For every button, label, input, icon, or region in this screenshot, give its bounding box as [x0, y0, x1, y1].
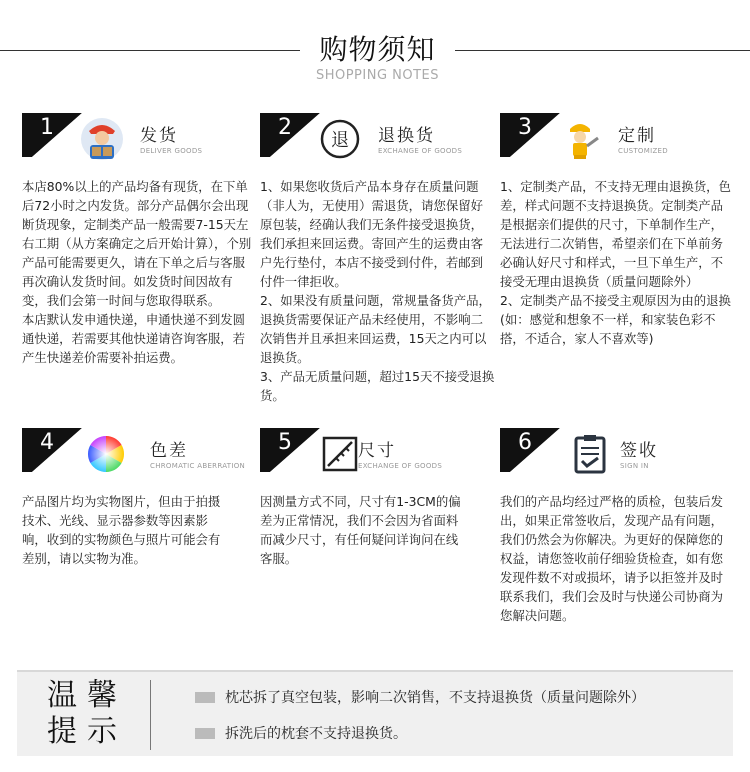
card-subtitle: DELIVER GOODS — [140, 147, 203, 155]
card-title: 色差 — [150, 441, 188, 461]
card-paragraph: 我们的产品均经过严格的质检，包装后发出，如果正常签收后，发现产品有问题，我们仍然会为你解决。为更好的保障您的权益，请您签收前仔细验货检查，如有您发现件数不对或损坏，请予以拒签并及时联系我们，我们会及时与快递公司协商为您解决问题。 — [500, 494, 724, 623]
warm-tips-line2: 提示 — [47, 714, 127, 749]
page-title: 购物须知 — [319, 33, 436, 66]
card-paragraph: 1、定制类产品，不支持无理由退换货，色差，样式问题不支持退换货。定制类产品是根据亲们提供的尺寸，下单制作生产，无法进行二次销售，希望亲们在下单前务必确认好尺寸和样式，一旦下单生产，不接受无理由退换货（质量问题除外） — [500, 179, 731, 289]
color-wheel-icon — [84, 432, 128, 476]
card-title: 退换货 — [378, 126, 435, 146]
card-paragraph: 1、如果您收货后产品本身存在质量问题（非人为，无使用）需退货，请您保留好原包装，经确认我们无条件接受退换货，我们承担来回运费。寄回产生的运费由客户先行垫付，本店不接受到付件，若邮到付件一律拒收。 — [260, 179, 484, 289]
card-body — [260, 492, 465, 568]
page-subtitle: SHOPPING NOTES — [315, 68, 440, 83]
card-title: 签收 — [620, 441, 658, 461]
card-body — [22, 492, 232, 568]
delivery-worker-icon — [80, 117, 124, 161]
card-paragraph: 2、如果没有质量问题，常规量备货产品，退换货需要保证产品未经使用，不影响二次销售并且承担来回运费，15天之内可以退换货。 — [260, 293, 491, 365]
card-paragraph: 3、产品无质量问题，超过15天不接受退换货。 — [260, 369, 495, 403]
card-subtitle: CUSTOMIZED — [618, 147, 668, 155]
card-subtitle: EXCHANGE OF GOODS — [378, 147, 463, 155]
card-paragraph: 因测量方式不同，尺寸有1-3CM的偏差为正常情况，我们不会因为省面料而减少尺寸，有任何疑问详询问在线客服。 — [260, 494, 461, 566]
card-paragraph: 本店80%以上的产品均备有现货，在下单后72小时之内发货。部分产品偶尔会出现断货现象，定制类产品一般需要7-15天左右工期（从方案确定之后开始计算），个别产品可能需要更久，请在下单之后与客服再次确认发货时间。如发货时间因故有变，我们会第一时间与您取得联系。 — [22, 179, 252, 308]
warm-tips-heading — [27, 678, 147, 750]
card-paragraph: 产品图片均为实物图片，但由于拍摄技术、光线、显示器参数等因素影响，收到的实物颜色与照片可能会有差别，请以实物为准。 — [22, 494, 221, 566]
warm-tip-text: 枕芯拆了真空包装，影响二次销售，不支持退换货（质量问题除外） — [225, 690, 645, 706]
bullet-icon — [195, 728, 215, 739]
bullet-icon — [195, 692, 215, 703]
card-number: 4 — [40, 430, 54, 455]
card-number: 1 — [40, 115, 54, 140]
construction-worker-icon — [558, 117, 602, 161]
card-subtitle: CHROMATIC ABERRATION — [150, 462, 246, 470]
card-body — [22, 177, 257, 367]
header-divider-right — [455, 50, 750, 51]
warm-tip-text: 拆洗后的枕套不支持退换货。 — [225, 726, 407, 742]
number-badge — [22, 428, 92, 476]
card-title: 尺寸 — [358, 441, 396, 461]
card-title: 定制 — [618, 126, 656, 146]
clipboard-check-icon — [568, 432, 612, 476]
card-paragraph: 本店默认发申通快递，申通快递不到发圆通快递，若需要其他快递请咨询客服，若产生快递差价需要补拍运费。 — [22, 312, 246, 365]
card-body — [500, 492, 728, 625]
card-paragraph: 2、定制类产品不接受主观原因为由的退换(如：感觉和想象不一样，和家装色彩不搭，不适合，家人不喜欢等) — [500, 293, 731, 346]
warm-tip-item — [195, 687, 645, 707]
card-number: 2 — [278, 115, 292, 140]
warm-tips-panel — [17, 670, 733, 756]
number-badge — [500, 428, 570, 476]
card-subtitle: EXCHANGE OF GOODS — [358, 462, 443, 470]
card-number: 5 — [278, 430, 292, 455]
card-subtitle: SIGN IN — [620, 462, 649, 470]
card-title: 发货 — [140, 126, 178, 146]
return-circle-icon — [318, 117, 362, 161]
ruler-icon — [318, 432, 362, 476]
page-header — [0, 0, 750, 95]
warm-tips-line1: 温馨 — [47, 678, 127, 713]
card-body — [500, 177, 735, 348]
card-number: 6 — [518, 430, 532, 455]
warm-tip-item — [195, 723, 407, 743]
warm-tips-divider — [150, 680, 151, 750]
card-number: 3 — [518, 115, 532, 140]
card-body — [260, 177, 495, 405]
svg-text:退: 退 — [331, 130, 349, 151]
header-divider-left — [0, 50, 300, 51]
